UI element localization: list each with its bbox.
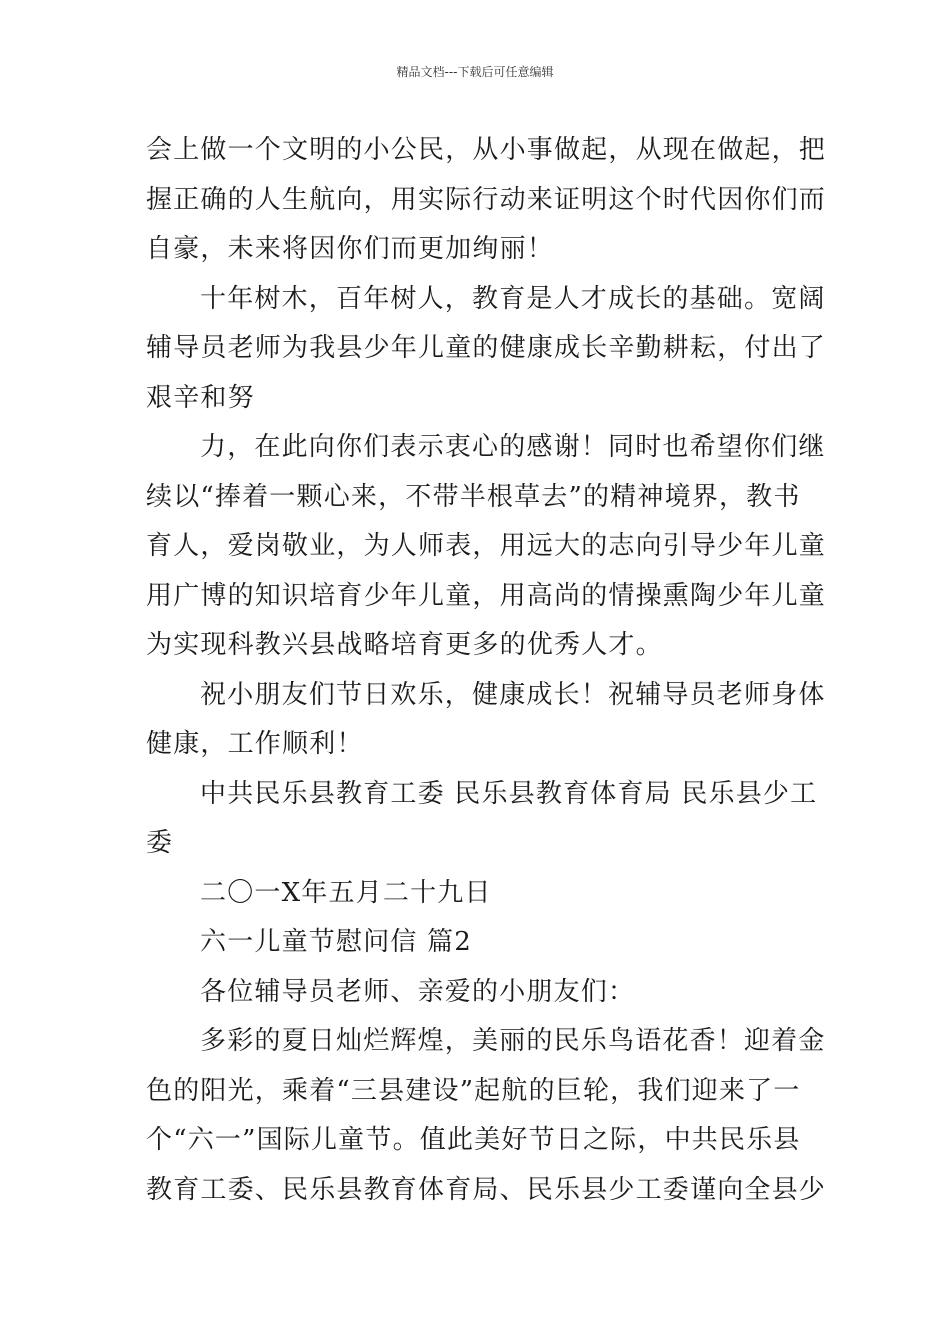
text-line: 自豪，未来将因你们而更加绚丽！ <box>146 234 555 264</box>
text-line: 辅导员老师为我县少年儿童的健康成长辛勤耕耘，付出了 <box>146 333 827 363</box>
date-line: 二〇一X年五月二十九日 <box>200 877 492 908</box>
text-line: 为实现科教兴县战略培育更多的优秀人才。 <box>146 630 663 660</box>
text-line: 健康，工作顺利！ <box>146 729 364 759</box>
text-line: 育人，爱岗敬业，为人师表，用远大的志向引导少年儿童 <box>146 531 827 561</box>
text-line: 教育工委、民乐县教育体育局、民乐县少工委谨向全县少 <box>146 1174 827 1205</box>
text-line: 色的阳光，乘着“三县建设”起航的巨轮，我们迎来了一 <box>146 1075 801 1106</box>
text-line: 艰辛和努 <box>146 382 255 413</box>
page-header: 精品文档---下载后可任意编辑 <box>396 65 554 79</box>
text-line: 中共民乐县教育工委 民乐县教育体育局 民乐县少工 <box>200 778 818 809</box>
text-line: 委 <box>146 828 174 858</box>
text-line: 会上做一个文明的小公民，从小事做起，从现在做起，把 <box>146 135 827 165</box>
salutation: 各位辅导员老师、亲爱的小朋友们： <box>200 976 636 1007</box>
text-line: 用广博的知识培育少年儿童，用高尚的情操熏陶少年儿童 <box>146 580 827 611</box>
document-body <box>146 126 827 1215</box>
text-line: 力，在此向你们表示衷心的感谢！同时也希望你们继 <box>200 432 826 462</box>
section-title: 六一儿童节慰问信 篇2 <box>200 927 473 957</box>
text-line: 握正确的人生航向，用实际行动来证明这个时代因你们而 <box>146 184 827 215</box>
text-line: 个“六一”国际儿童节。值此美好节日之际，中共民乐县 <box>146 1125 801 1155</box>
text-line: 十年树木，百年树人，教育是人才成长的基础。宽阔 <box>200 283 826 314</box>
text-line: 续以“捧着一颗心来，不带半根草去”的精神境界，教书 <box>146 481 801 512</box>
text-line: 祝小朋友们节日欢乐，健康成长！祝辅导员老师身体 <box>200 679 826 710</box>
text-line: 多彩的夏日灿烂辉煌，美丽的民乐鸟语花香！迎着金 <box>200 1026 826 1056</box>
